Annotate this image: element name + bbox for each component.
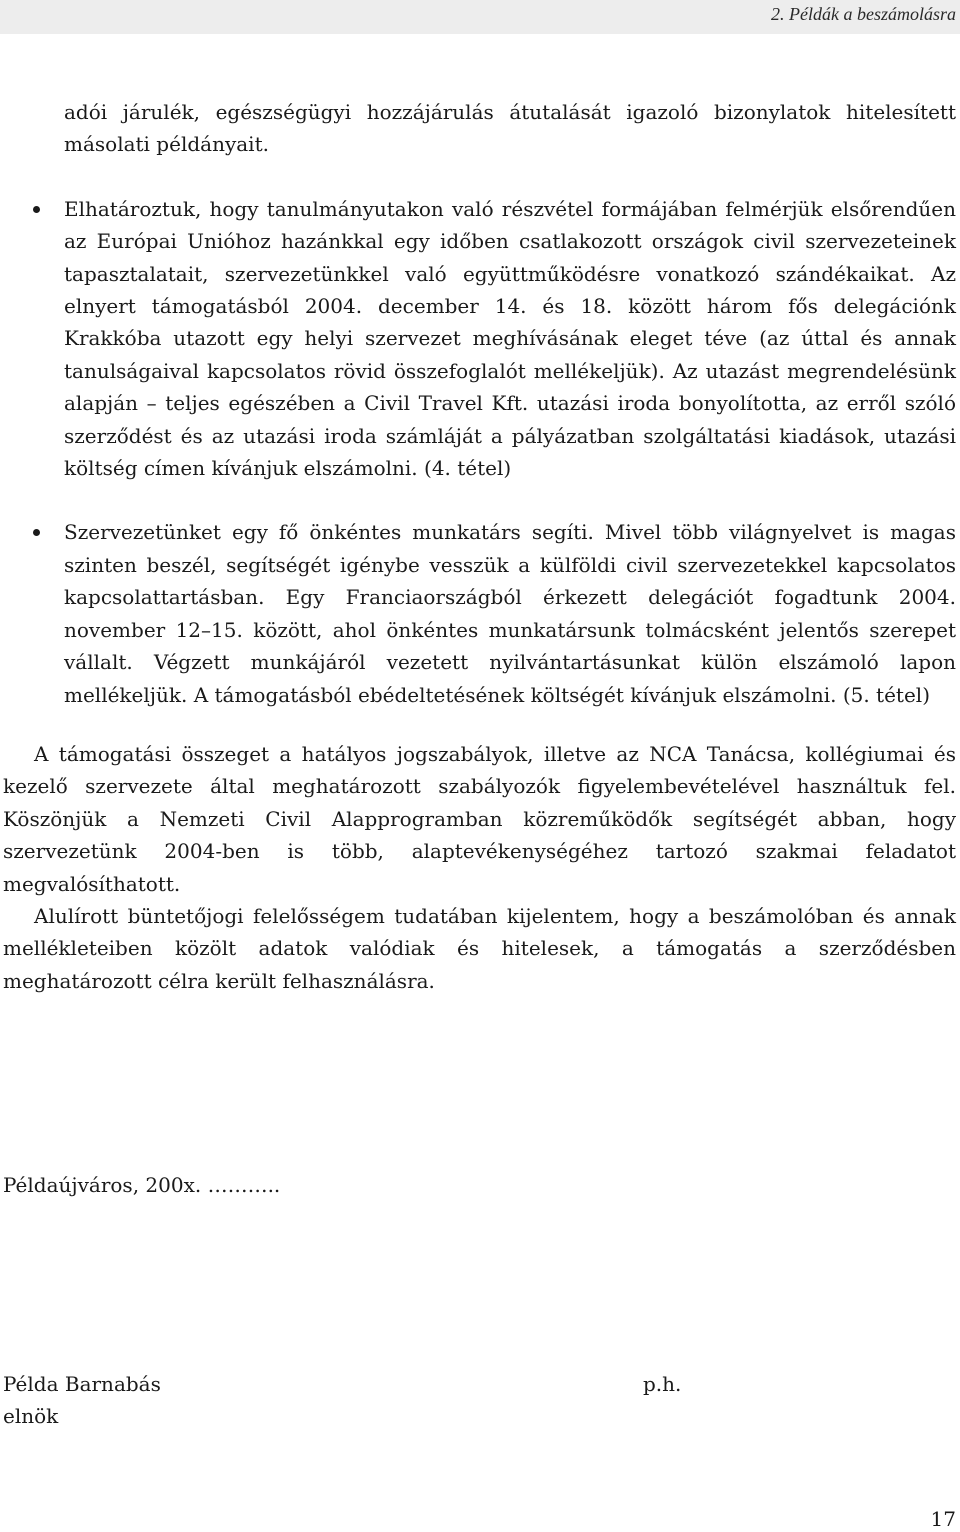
document-body bbox=[3, 96, 956, 997]
bullet-icon bbox=[33, 529, 40, 536]
signer-name: Példa Barnabás bbox=[3, 1372, 161, 1396]
declaration-paragraph: Alulírott büntetőjogi felelősségem tudatában kijelentem, hogy a beszámolóban és annak mellékleteiben közölt adatok valódiak és hitelesek, a támogatás a szerződésben meghatározott célra került felhasználásra. bbox=[3, 903, 956, 993]
running-header bbox=[0, 0, 960, 34]
list-item-text: Szervezetünket egy fő önkéntes munkatárs segíti. Mivel több világnyelvet is magas szinten beszél, segítségét igénybe vesszük a külföldi civil szervezetekkel kapcsolatos kapcsolattartásban. Egy Franciaországból érkezett delegációt fogadtunk 2004. november 12–15. között, ahol önkéntes munkatársunk tolmácsként jelentős szerepet vállalt. Végzett munkájáról vezetett nyilvántartásunkat külön elszámoló lapon mellékeljük. A támogatásból ebédeltetésének költségét kívánjuk elszámolni. (5. tétel) bbox=[64, 520, 956, 707]
list-item bbox=[3, 193, 956, 485]
funding-paragraph: A támogatási összeget a hatályos jogszabályok, illetve az NCA Tanácsa, kollégiumai és kezelő szervezete által meghatározott szabályozók figyelembevételével használtuk fel. Köszönjük a Nemzeti Civil Alapprogramban közreműködők segítségét abban, hogy szervezetünk 2004-ben is több, alaptevékenységéhez tartozó szakmai feladatot megvalósíthatott. bbox=[3, 741, 956, 896]
page-number: 17 bbox=[930, 1507, 956, 1531]
stamp-mark: p.h. bbox=[643, 1372, 682, 1396]
bullet-icon bbox=[33, 206, 40, 213]
list-item bbox=[3, 516, 956, 710]
list-item-text: Elhatároztuk, hogy tanulmányutakon való részvétel formájában felmérjük elsőrendűen az Európai Unióhoz hazánkkal egy időben csatlakozott országok civil szervezeteinek tapasztalatait, szervezetünkkel való együttműködésre vonatkozó szándékaikat. Az elnyert támogatásból 2004. december 14. és 18. között három fős delegációnk Krakkóba utazott egy helyi szervezet meghívásának eleget téve (az úttal és annak tanulságaival kapcsolatos rövid összefoglalót mellékeljük). Az utazást megrendelésünk alapján – teljes egészében a Civil Travel Kft. utazási iroda bonyolította, az erről szóló szerződést és az utazási iroda számláját a pályázatban szolgáltatási kiadások, utazási költség címen kívánjuk elszámolni. (4. tétel) bbox=[64, 196, 956, 481]
signer-title: elnök bbox=[3, 1404, 59, 1428]
running-title: 2. Példák a beszámolásra bbox=[771, 4, 956, 24]
place-and-date: Példaújváros, 200x. ……….. bbox=[3, 1173, 281, 1197]
signature-block bbox=[3, 1368, 161, 1432]
continuation-text: adói járulék, egészségügyi hozzájárulás átutalását igazoló bizonylatok hitelesített másolati példányait. bbox=[64, 100, 956, 157]
